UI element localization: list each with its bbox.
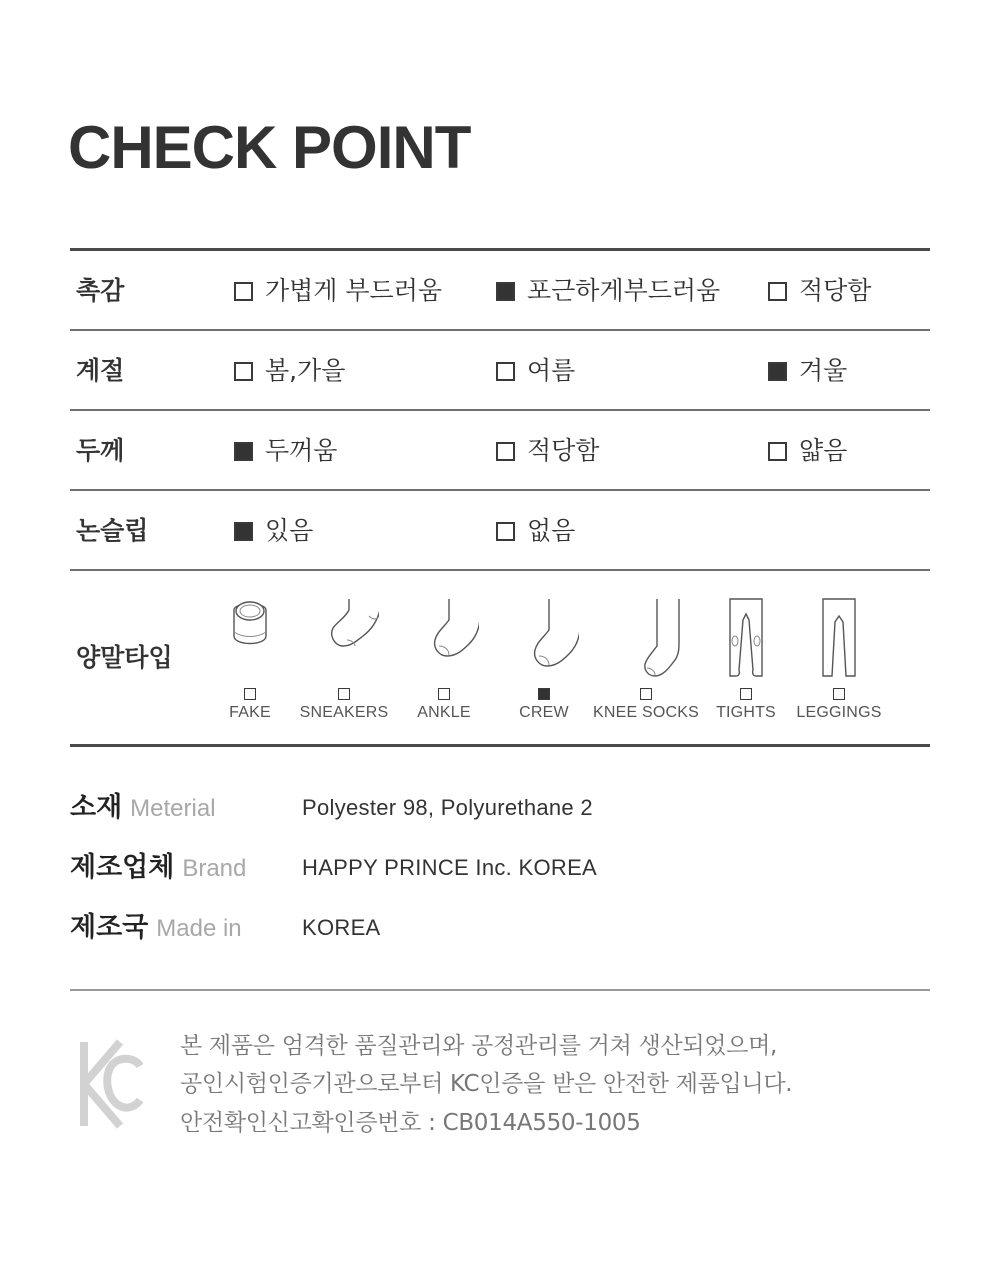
checkbox (496, 442, 515, 461)
brand-key (70, 848, 246, 891)
nonslip-option-no (496, 514, 575, 548)
checkbox-checked (538, 688, 550, 700)
season-option-summer (496, 354, 575, 388)
checkbox (496, 522, 515, 541)
sock-type-leggings (789, 596, 889, 724)
checkbox (768, 282, 787, 301)
page-title: CHECK POINT (68, 114, 471, 181)
sock-type-crew (494, 596, 594, 724)
checkbox (740, 688, 752, 700)
thickness-option-thin (768, 434, 847, 468)
season-option-spring-fall (234, 354, 345, 388)
checkbox (338, 688, 350, 700)
option-label: 두꺼움 (265, 436, 338, 465)
kc-certificate-number: 안전확인신고확인증번호 : CB014A550-1005 (180, 1110, 641, 1136)
sock-type-label: FAKE (229, 704, 271, 721)
sock-type-label: LEGGINGS (796, 704, 882, 721)
checkbox (833, 688, 845, 700)
brand-label-ko: 제조업체 (70, 852, 175, 883)
feel-option-light (234, 274, 442, 308)
option-label: 얇음 (799, 436, 848, 465)
nonslip-row-label: 논슬립 (76, 516, 149, 545)
fake-sock-icon (215, 596, 285, 680)
table-bottom-divider (70, 744, 930, 747)
crew-sock-icon (509, 596, 579, 680)
material-label-en: Meterial (130, 795, 216, 822)
option-label: 여름 (527, 356, 576, 385)
sock-type-label: SNEAKERS (299, 704, 389, 721)
sock-type-knee (592, 596, 700, 724)
tights-icon (711, 596, 781, 680)
checkbox-checked (234, 442, 253, 461)
kc-certification-logo (80, 1038, 144, 1130)
checkbox (496, 362, 515, 381)
origin-label-en: Made in (156, 915, 242, 942)
sock-type-label: CREW (519, 704, 569, 721)
sock-type-fake (200, 596, 300, 724)
material-key (70, 788, 216, 831)
material-label-ko: 소재 (70, 792, 123, 823)
season-row-label: 계절 (76, 356, 125, 385)
option-label: 있음 (265, 516, 314, 545)
nonslip-option-yes (234, 514, 313, 548)
thickness-option-thick (234, 434, 337, 468)
thickness-option-moderate (496, 434, 599, 468)
checkbox (768, 442, 787, 461)
sock-type-row-label: 양말타입 (76, 643, 173, 672)
sock-type-label: TIGHTS (716, 704, 776, 721)
sock-type-ankle (394, 596, 494, 724)
ankle-sock-icon (409, 596, 479, 680)
row-divider (70, 489, 930, 491)
option-label: 적당함 (799, 276, 872, 305)
sneakers-sock-icon (309, 596, 379, 680)
sock-type-label: ANKLE (417, 704, 471, 721)
checkbox-checked (768, 362, 787, 381)
option-label: 가볍게 부드러움 (265, 276, 442, 305)
option-label: 포근하게부드러움 (527, 276, 721, 305)
origin-label-ko: 제조국 (70, 912, 149, 943)
option-label: 없음 (527, 516, 576, 545)
sock-type-tights (696, 596, 796, 724)
checkbox (234, 362, 253, 381)
checkbox (244, 688, 256, 700)
checkbox-checked (234, 522, 253, 541)
kc-notice-line: 공인시험인증기관으로부터 KC인증을 받은 안전한 제품입니다. (180, 1071, 793, 1097)
origin-key (70, 908, 242, 951)
season-option-winter (768, 354, 847, 388)
material-value: Polyester 98, Polyurethane 2 (302, 795, 593, 820)
feel-row-label: 촉감 (76, 276, 125, 305)
info-bottom-divider (70, 989, 930, 991)
checkbox (640, 688, 652, 700)
row-divider (70, 569, 930, 571)
kc-notice-line: 본 제품은 엄격한 품질관리와 공정관리를 거쳐 생산되었으며, (180, 1033, 778, 1059)
checkbox-checked (496, 282, 515, 301)
option-label: 봄,가을 (265, 356, 346, 385)
origin-value: KOREA (302, 915, 381, 940)
leggings-icon (804, 596, 874, 680)
table-top-divider (70, 248, 930, 251)
brand-label-en: Brand (182, 855, 247, 882)
option-label: 겨울 (799, 356, 848, 385)
brand-value: HAPPY PRINCE Inc. KOREA (302, 855, 598, 880)
knee-sock-icon (611, 596, 681, 680)
sock-type-sneakers (294, 596, 394, 724)
row-divider (70, 409, 930, 411)
checkbox (234, 282, 253, 301)
option-label: 적당함 (527, 436, 600, 465)
feel-option-moderate (768, 274, 871, 308)
thickness-row-label: 두께 (76, 436, 125, 465)
feel-option-cozy (496, 274, 720, 308)
row-divider (70, 329, 930, 331)
checkbox (438, 688, 450, 700)
sock-type-label: KNEE SOCKS (592, 704, 700, 721)
